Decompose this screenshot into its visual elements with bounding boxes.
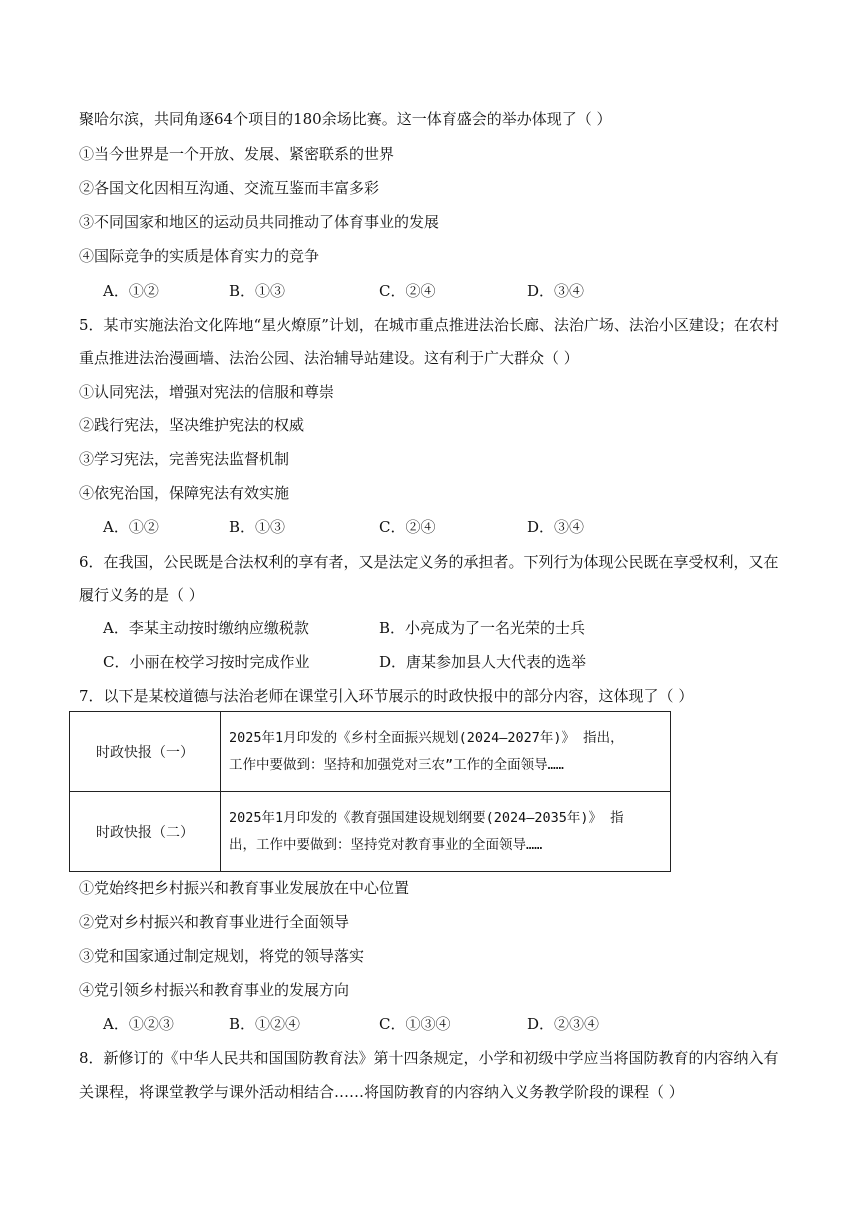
- q4-item-4: ④国际竞争的实质是体育实力的竞争: [79, 247, 320, 265]
- q6-option-a: A．李某主动按时缴纳应缴税款: [103, 619, 309, 637]
- q6-option-c: C．小丽在校学习按时完成作业: [103, 653, 310, 671]
- q7-option-a: A．①②③: [103, 1015, 174, 1033]
- q5-item-4: ④依宪治国，保障宪法有效实施: [79, 484, 290, 502]
- q5-item-2: ②践行宪法，坚决维护宪法的权威: [79, 416, 305, 434]
- q4-option-d: D．③④: [527, 282, 585, 300]
- news-content-1-line-2: 工作中要做到：坚持和加强党对三农”工作的全面领导……: [229, 756, 564, 773]
- q7-item-4: ④党引领乡村振兴和教育事业的发展方向: [79, 981, 350, 999]
- q8-stem-line-1: 8．新修订的《中华人民共和国国防教育法》第十四条规定，小学和初级中学应当将国防教育的内容纳入有: [79, 1049, 779, 1067]
- q4-item-3: ③不同国家和地区的运动员共同推动了体育事业的发展: [79, 213, 440, 231]
- q7-stem: 7．以下是某校道德与法治老师在课堂引入环节展示的时政快报中的部分内容，这体现了（ ）: [79, 687, 694, 705]
- q5-item-1: ①认同宪法，增强对宪法的信服和尊崇: [79, 383, 335, 401]
- q7-item-2: ②党对乡村振兴和教育事业进行全面领导: [79, 913, 350, 931]
- news-content-1: [221, 712, 671, 792]
- q5-stem-line-1: 5．某市实施法治文化阵地“星火燎原”计划，在城市重点推进法治长廊、法治广场、法治小区建设；在农村: [79, 316, 779, 334]
- q4-option-c: C．②④: [379, 282, 436, 300]
- q8-stem-line-2: 关课程，将课堂教学与课外活动相结合……将国防教育的内容纳入义务教学阶段的课程（ ）: [79, 1083, 684, 1101]
- q4-stem-continued: 聚哈尔滨，共同角逐64个项目的180余场比赛。这一体育盛会的举办体现了（ ）: [79, 110, 612, 128]
- q4-option-a: A．①②: [103, 282, 159, 300]
- news-head-1: 时政快报（一）: [70, 712, 221, 792]
- news-content-1-line-1: 2025年1月印发的《乡村全面振兴规划(2024—2027年)》 指出，: [229, 729, 624, 746]
- news-content-2: [221, 792, 671, 872]
- table-row: [70, 712, 671, 792]
- q5-item-3: ③学习宪法，完善宪法监督机制: [79, 450, 290, 468]
- q6-stem-line-2: 履行义务的是（ ）: [79, 586, 204, 604]
- q7-item-1: ①党始终把乡村振兴和教育事业发展放在中心位置: [79, 879, 410, 897]
- q6-option-b: B．小亮成为了一名光荣的士兵: [379, 619, 586, 637]
- q4-item-1: ①当今世界是一个开放、发展、紧密联系的世界: [79, 145, 395, 163]
- q5-option-c: C．②④: [379, 518, 436, 536]
- news-content-2-line-1: 2025年1月印发的《教育强国建设规划纲要(2024—2035年)》 指: [229, 809, 624, 826]
- q7-option-d: D．②③④: [527, 1015, 600, 1033]
- q7-option-b: B．①②④: [229, 1015, 301, 1033]
- news-table: [69, 711, 671, 872]
- q5-option-a: A．①②: [103, 518, 159, 536]
- q5-option-d: D．③④: [527, 518, 585, 536]
- q7-item-3: ③党和国家通过制定规划，将党的领导落实: [79, 947, 365, 965]
- table-row: [70, 792, 671, 872]
- news-head-2: 时政快报（二）: [70, 792, 221, 872]
- q5-stem-line-2: 重点推进法治漫画墙、法治公园、法治辅导站建设。这有利于广大群众（ ）: [79, 349, 579, 367]
- news-content-2-line-2: 出，工作中要做到：坚持党对教育事业的全面领导……: [229, 836, 543, 853]
- q5-option-b: B．①③: [229, 518, 286, 536]
- q4-item-2: ②各国文化因相互沟通、交流互鉴而丰富多彩: [79, 179, 380, 197]
- q6-stem-line-1: 6．在我国，公民既是合法权利的享有者，又是法定义务的承担者。下列行为体现公民既在享受权利，又在: [79, 553, 779, 571]
- q4-option-b: B．①③: [229, 282, 286, 300]
- q7-option-c: C．①③④: [379, 1015, 451, 1033]
- q6-option-d: D．唐某参加县人大代表的选举: [379, 653, 587, 671]
